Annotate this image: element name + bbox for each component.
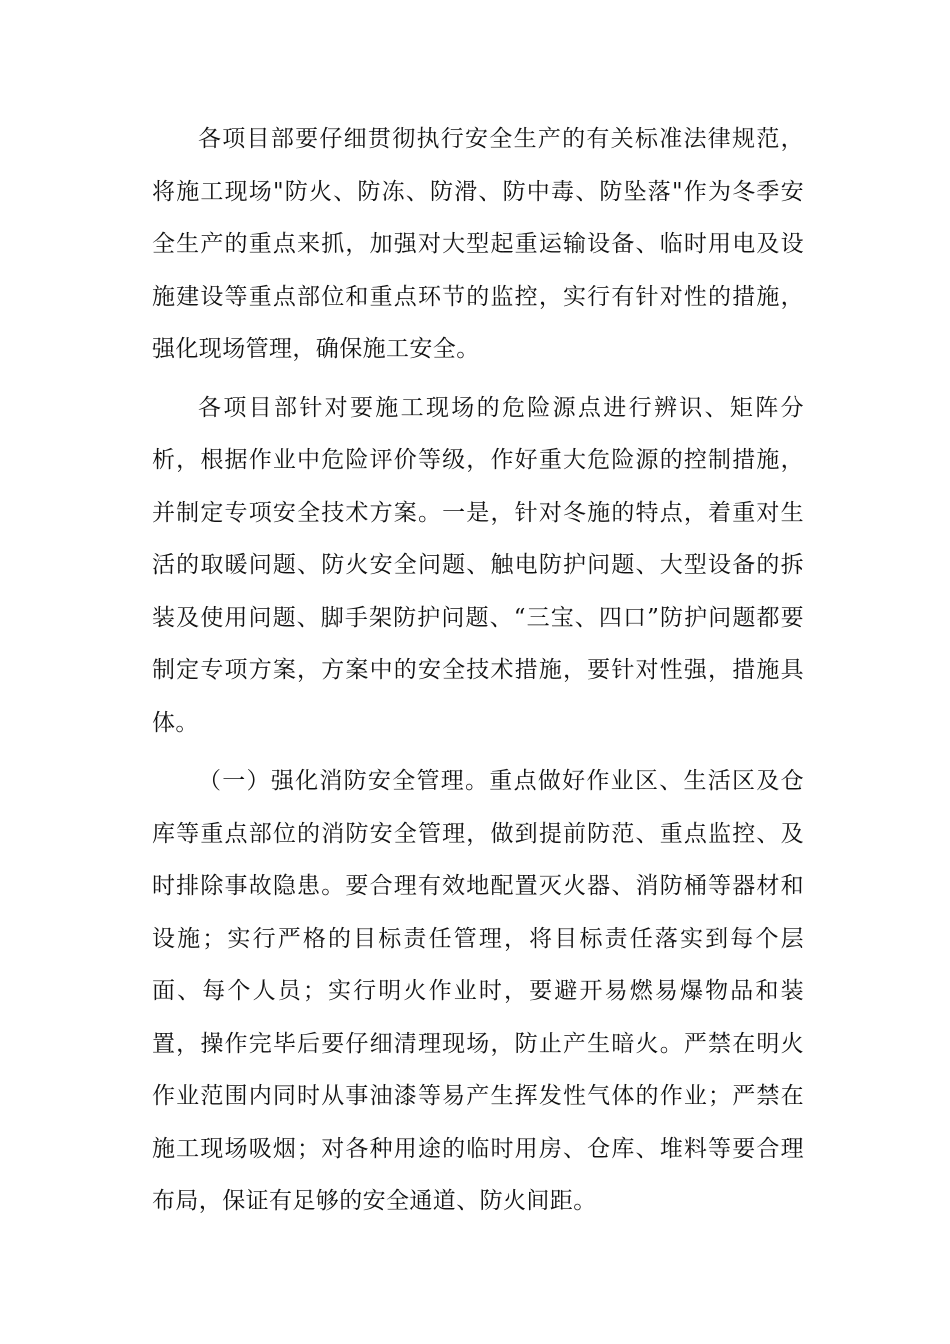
paragraph-safety-standards: 各项目部要仔细贯彻执行安全生产的有关标准法律规范，将施工现场"防火、防冻、防滑、防中毒、防坠落"作为冬季安全生产的重点来抓，加强对大型起重运输设备、临时用电及设施建设等重点部位和重点环节的监控，实行有针对性的措施，强化现场管理，确保施工安全。	[152, 126, 804, 362]
paragraph-fire-safety-management: （一）强化消防安全管理。重点做好作业区、生活区及仓库等重点部位的消防安全管理，做到提前防范、重点监控、及时排除事故隐患。要合理有效地配置灭火器、消防桶等器材和设施；实行严格的目标责任管理，将目标责任落实到每个层面、每个人员；实行明火作业时，要避开易燃易爆物品和装置，操作完毕后要仔细清理现场，防止产生暗火。严禁在明火作业范围内同时从事油漆等易产生挥发性气体的作业；严禁在施工现场吸烟；对各种用途的临时用房、仓库、堆料等要合理布局，保证有足够的安全通道、防火间距。	[152, 768, 804, 1214]
paragraph-hazard-identification: 各项目部针对要施工现场的危险源点进行辨识、矩阵分析，根据作业中危险评价等级，作好重大危险源的控制措施，并制定专项安全技术方案。一是，针对冬施的特点，着重对生活的取暖问题、防火安全问题、触电防护问题、大型设备的拆装及使用问题、脚手架防护问题、“三宝、四口”防护问题都要制定专项方案，方案中的安全技术措施，要针对性强，措施具体。	[152, 394, 804, 736]
document-body	[152, 113, 804, 1234]
